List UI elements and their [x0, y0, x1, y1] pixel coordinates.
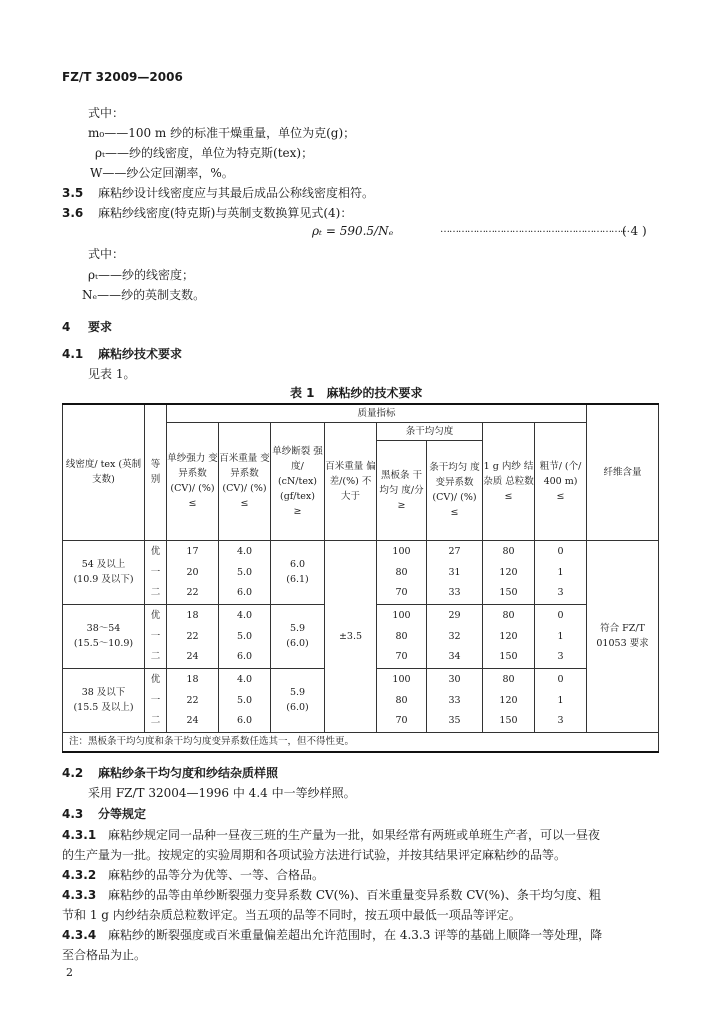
cv-strength-cell: 22: [167, 582, 219, 604]
blackboard-cell: 100: [377, 604, 427, 626]
header-tenacity: 单纱断裂 强度/ (cN/tex) (gf/tex) ≥: [271, 422, 325, 540]
slubs-cell: 1: [535, 690, 587, 710]
cv-weight-cell: 6.0: [219, 582, 271, 604]
impurities-cell: 150: [483, 710, 535, 732]
clause-number: 3.5: [62, 186, 84, 200]
section-4-heading: [62, 318, 112, 335]
evenness-cv-cell: 33: [427, 690, 483, 710]
header-quality-indicators: 质量指标: [167, 404, 587, 422]
line-density-cell: 54 及以上 (10.9 及以下): [63, 540, 145, 604]
cv-strength-cell: 24: [167, 710, 219, 732]
table-caption: 表 1 麻粘纱的技术要求: [290, 386, 423, 400]
slubs-cell: 1: [535, 562, 587, 582]
clause-text: 麻粘纱规定同一品种一昼夜三班的生产量为一批，如果经常有两班或单班生产者，可以一昼夜: [108, 828, 601, 842]
clause-3-6: [62, 204, 352, 221]
impurities-cell: 80: [483, 540, 535, 562]
cv-weight-cell: 6.0: [219, 710, 271, 732]
page-number: 2: [66, 966, 73, 979]
clause-4-3-3: [62, 886, 601, 903]
evenness-cv-cell: 29: [427, 604, 483, 626]
header-impurities: 1 g 内纱 结杂质 总粒数 ≤: [483, 422, 535, 540]
section-title: 麻粘纱条干均匀度和纱结杂质样照: [98, 766, 279, 780]
impurities-cell: 80: [483, 604, 535, 626]
slubs-cell: 0: [535, 540, 587, 562]
cv-strength-cell: 22: [167, 626, 219, 646]
clause-number: 4.3.2: [62, 868, 97, 882]
header-evenness: 条干均匀度: [377, 422, 483, 440]
blackboard-cell: 80: [377, 626, 427, 646]
grade-cell: 一: [145, 626, 167, 646]
definition-rho: ρₜ——纱的线密度，单位为特克斯(tex)；: [95, 146, 314, 160]
fiber-content-cell: 符合 FZ/T 01053 要求: [587, 540, 659, 732]
header-evenness-cv: 条干均匀 度变异系数 (CV)/ (%) ≤: [427, 440, 483, 540]
impurities-cell: 120: [483, 690, 535, 710]
section-4-3-heading: [62, 805, 146, 822]
impurities-cell: 120: [483, 562, 535, 582]
cv-weight-cell: 5.0: [219, 626, 271, 646]
formula-number: ( 4 ): [622, 224, 647, 238]
formula-leader-dots: ………………………………………………………: [440, 224, 629, 235]
cv-strength-cell: 22: [167, 690, 219, 710]
section-title: 麻粘纱技术要求: [98, 347, 183, 361]
grade-cell: 优: [145, 604, 167, 626]
header-slubs: 粗节/ (个/ 400 m) ≤: [535, 422, 587, 540]
where-label: 式中：: [88, 106, 125, 120]
clause-4-3-3-cont: 节和 1 g 内纱结杂质总粒数评定。当五项的品等不同时，按五项中最低一项品等评定。: [62, 908, 521, 922]
cv-weight-cell: 5.0: [219, 690, 271, 710]
impurities-cell: 150: [483, 646, 535, 668]
formula-expression: ρₜ = 590.5/Nₑ: [312, 224, 394, 238]
evenness-cv-cell: 33: [427, 582, 483, 604]
table-reference: 见表 1。: [88, 367, 136, 381]
clause-text: 麻粘纱的品等分为优等、一等、合格品。: [108, 868, 325, 882]
weight-deviation-cell: ±3.5: [325, 540, 377, 732]
slubs-cell: 3: [535, 710, 587, 732]
impurities-cell: 120: [483, 626, 535, 646]
clause-number: 4.3.3: [62, 888, 97, 902]
clause-text: 麻粘纱设计线密度应与其最后成品公称线密度相符。: [98, 186, 375, 200]
blackboard-cell: 80: [377, 562, 427, 582]
impurities-cell: 150: [483, 582, 535, 604]
evenness-cv-cell: 31: [427, 562, 483, 582]
tenacity-cell: 5.9 (6.0): [271, 604, 325, 668]
evenness-cv-cell: 32: [427, 626, 483, 646]
grade-cell: 二: [145, 646, 167, 668]
header-line-density: 线密度/ tex (英制支数): [63, 404, 145, 540]
evenness-cv-cell: 27: [427, 540, 483, 562]
section-title: 分等规定: [98, 807, 147, 821]
header-weight-deviation: 百米重量 偏差/(%) 不大于: [325, 422, 377, 540]
section-title: 要求: [88, 320, 113, 334]
section-number: 4: [62, 320, 71, 334]
definition-rho: ρₜ——纱的线密度；: [88, 268, 195, 282]
grade-cell: 二: [145, 710, 167, 732]
section-number: 4.1: [62, 347, 84, 361]
cv-strength-cell: 17: [167, 540, 219, 562]
grade-cell: 二: [145, 582, 167, 604]
blackboard-cell: 80: [377, 690, 427, 710]
technical-requirements-table: [62, 403, 659, 753]
clause-4-3-1: [62, 826, 600, 843]
slubs-cell: 3: [535, 646, 587, 668]
clause-3-5: [62, 184, 374, 201]
evenness-cv-cell: 35: [427, 710, 483, 732]
section-number: 4.3: [62, 807, 84, 821]
slubs-cell: 1: [535, 626, 587, 646]
tenacity-cell: 5.9 (6.0): [271, 668, 325, 732]
clause-4-3-2: [62, 866, 324, 883]
clause-text: 麻粘纱线密度(特克斯)与英制支数换算见式(4)：: [98, 206, 353, 220]
tenacity-cell: 6.0 (6.1): [271, 540, 325, 604]
clause-4-3-1-cont: 的生产量为一批。按规定的实验周期和各项试验方法进行试验，并按其结果评定麻粘纱的品等。: [62, 848, 567, 862]
blackboard-cell: 100: [377, 668, 427, 690]
definition-ne: Nₑ——纱的英制支数。: [82, 288, 206, 302]
header-cv-weight: 百米重量 变异系数 (CV)/ (%) ≤: [219, 422, 271, 540]
clause-text: 麻粘纱的品等由单纱断裂强力变异系数 CV(%)、百米重量变异系数 CV(%)、条干均匀度、粗: [108, 888, 601, 902]
clause-4-3-4-cont: 至合格品为止。: [62, 948, 147, 962]
evenness-cv-cell: 30: [427, 668, 483, 690]
cv-weight-cell: 4.0: [219, 668, 271, 690]
clause-number: 4.3.4: [62, 928, 97, 942]
cv-weight-cell: 5.0: [219, 562, 271, 582]
clause-4-3-4: [62, 926, 602, 943]
impurities-cell: 80: [483, 668, 535, 690]
section-4-1-heading: [62, 345, 182, 362]
definition-w: W——纱公定回潮率，%。: [90, 166, 234, 180]
line-density-cell: 38 及以下 (15.5 及以上): [63, 668, 145, 732]
table-note: 注：黑板条干均匀度和条干均匀度变异系数任选其一，但不得性更。: [63, 732, 659, 752]
cv-strength-cell: 18: [167, 604, 219, 626]
grade-cell: 优: [145, 668, 167, 690]
grade-cell: 一: [145, 690, 167, 710]
cv-weight-cell: 6.0: [219, 646, 271, 668]
section-number: 4.2: [62, 766, 84, 780]
line-density-cell: 38～54 (15.5～10.9): [63, 604, 145, 668]
grade-cell: 一: [145, 562, 167, 582]
cv-strength-cell: 18: [167, 668, 219, 690]
section-4-2-body: 采用 FZ/T 32004—1996 中 4.4 中一等纱样照。: [88, 786, 356, 800]
cv-weight-cell: 4.0: [219, 540, 271, 562]
slubs-cell: 3: [535, 582, 587, 604]
blackboard-cell: 100: [377, 540, 427, 562]
header-grade: 等 别: [145, 404, 167, 540]
cv-strength-cell: 24: [167, 646, 219, 668]
header-blackboard-evenness: 黑板条 干均匀 度/分 ≥: [377, 440, 427, 540]
cv-weight-cell: 4.0: [219, 604, 271, 626]
cv-strength-cell: 20: [167, 562, 219, 582]
slubs-cell: 0: [535, 604, 587, 626]
slubs-cell: 0: [535, 668, 587, 690]
standard-code-header: FZ/T 32009—2006: [62, 70, 183, 84]
grade-cell: 优: [145, 540, 167, 562]
clause-number: 4.3.1: [62, 828, 97, 842]
clause-number: 3.6: [62, 206, 84, 220]
evenness-cv-cell: 34: [427, 646, 483, 668]
header-fiber-content: 纤维含量: [587, 404, 659, 540]
blackboard-cell: 70: [377, 646, 427, 668]
section-4-2-heading: [62, 764, 278, 781]
blackboard-cell: 70: [377, 710, 427, 732]
definition-m0: m₀——100 m 纱的标准干燥重量，单位为克(g)；: [88, 126, 356, 140]
where-label: 式中：: [88, 247, 125, 261]
header-cv-strength: 单纱强力 变异系数 (CV)/ (%) ≤: [167, 422, 219, 540]
blackboard-cell: 70: [377, 582, 427, 604]
clause-text: 麻粘纱的断裂强度或百米重量偏差超出允许范围时，在 4.3.3 评等的基础上顺降一等处理，降: [108, 928, 603, 942]
